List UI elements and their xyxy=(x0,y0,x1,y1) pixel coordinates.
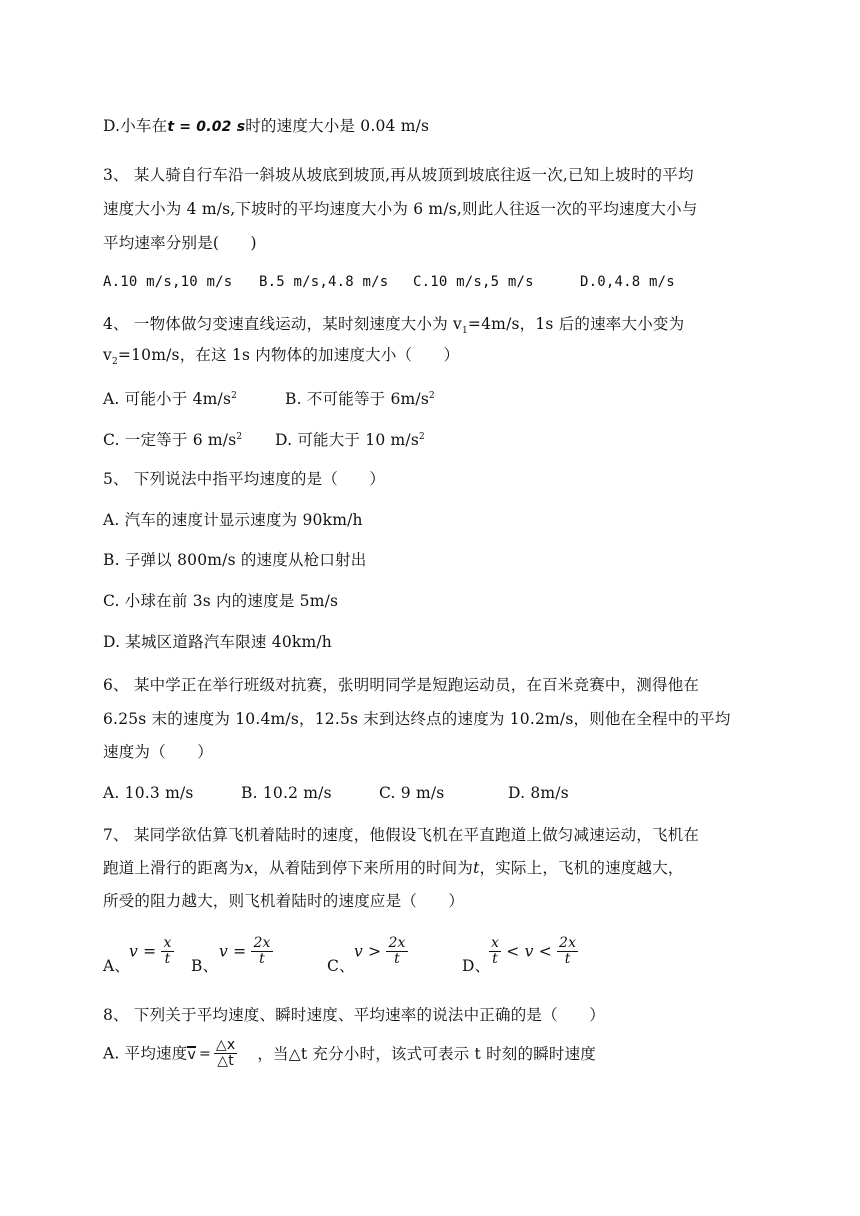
q8-a-prefix: A. 平均速度 xyxy=(103,1044,188,1063)
q7-c-v: v xyxy=(354,942,363,961)
q7-d-left-den: t xyxy=(492,951,498,967)
q4-option-c-sup: 2 xyxy=(236,432,243,442)
q7-option-d-label: D、 xyxy=(462,957,491,975)
q7-var-x: x xyxy=(244,859,254,877)
q7-a-v: v xyxy=(129,942,138,961)
q7-c-gt: > xyxy=(368,942,382,961)
q7-d-fraction-left xyxy=(489,936,501,967)
q7-line2-a: 跑道上滑行的距离为 xyxy=(103,859,245,877)
q7-d-lt1: < xyxy=(506,942,520,961)
q4-option-b xyxy=(285,386,435,409)
q7-c-den: t xyxy=(394,951,400,967)
q4-option-a-text: A. 可能小于 4m/s xyxy=(103,390,232,409)
q5-option-c: C. 小球在前 3s 内的速度是 5m/s xyxy=(103,592,339,610)
q7-option-a-label: A、 xyxy=(103,957,131,975)
q4-line2-b: =10m/s，在这 1s 内物体的加速度大小（ ） xyxy=(117,346,460,364)
q7-option-b-formula xyxy=(219,936,273,967)
q6-option-a: A. 10.3 m/s xyxy=(103,784,194,802)
q8-a-den: △t xyxy=(217,1053,234,1069)
q6-option-c: C. 9 m/s xyxy=(379,784,445,802)
q7-b-v: v xyxy=(219,942,228,961)
q8-a-fraction xyxy=(214,1038,237,1069)
q3-stem-line2: 速度大小为 4 m/s,下坡时的平均速度大小为 6 m/s,则此人往返一次的平均速度大小与 xyxy=(103,200,698,218)
q7-a-num: x xyxy=(163,935,172,951)
q4-v2-subscript: 2 xyxy=(111,357,118,368)
q8-a-suffix: ，当△t 充分小时，该式可表示 t 时刻的瞬时速度 xyxy=(257,1044,597,1063)
q7-d-right-den: t xyxy=(564,951,571,967)
q5-option-a: A. 汽车的速度计显示速度为 90km/h xyxy=(103,511,363,529)
q8-a-formula xyxy=(187,1038,237,1069)
q7-b-eq: = xyxy=(233,942,247,961)
q7-d-right-num: 2x xyxy=(559,935,577,951)
q2-d-formula: t = 0.02 s xyxy=(167,119,246,135)
q7-c-num: 2x xyxy=(388,935,406,951)
q7-option-c-label: C、 xyxy=(327,957,355,975)
q4-line1-a: 4、 一物体做匀变速直线运动，某时刻速度大小为 v xyxy=(103,315,462,333)
q8-a-num: △x xyxy=(215,1037,236,1053)
q4-option-d-text: D. 可能大于 10 m/s xyxy=(275,431,419,450)
q7-option-c-formula xyxy=(354,936,408,967)
q7-d-v: v xyxy=(524,942,534,961)
q7-option-a-formula xyxy=(129,936,174,967)
q7-stem-line3: 所受的阻力越大，则飞机着陆时的速度应是（ ） xyxy=(103,892,465,910)
q4-option-c xyxy=(103,427,242,450)
q4-option-a-sup: 2 xyxy=(231,391,238,401)
q7-stem-line1: 7、 某同学欲估算飞机着陆时的速度，他假设飞机在平直跑道上做匀减速运动，飞机在 xyxy=(103,826,700,844)
q7-c-fraction xyxy=(386,936,407,967)
q4-stem-line2 xyxy=(103,345,459,372)
q3-option-d: D.0,4.8 m/s xyxy=(580,274,675,290)
q4-option-d-sup: 2 xyxy=(418,432,425,442)
q2-option-d xyxy=(103,116,429,137)
q3-option-a: A.10 m/s,10 m/s xyxy=(103,274,233,290)
q7-b-num: 2x xyxy=(253,935,271,951)
q7-var-t: t xyxy=(473,859,480,877)
q6-stem-line1: 6、 某中学正在举行班级对抗赛，张明明同学是短跑运动员，在百米竞赛中，测得他在 xyxy=(103,676,700,694)
q2-d-prefix: D.小车在 xyxy=(103,117,168,135)
q4-option-b-sup: 2 xyxy=(429,391,435,401)
q4-option-c-text: C. 一定等于 6 m/s xyxy=(103,431,237,450)
q8-option-a xyxy=(103,1038,596,1078)
q7-option-d-formula xyxy=(489,936,578,967)
q7-d-fraction-right xyxy=(557,936,578,967)
q7-d-left-num: x xyxy=(491,935,500,951)
q4-line1-b: =4m/s，1s 后的速率大小变为 xyxy=(467,315,685,333)
q5-stem: 5、 下列说法中指平均速度的是（ ） xyxy=(103,470,386,488)
q5-option-b: B. 子弹以 800m/s 的速度从枪口射出 xyxy=(103,551,367,569)
q7-b-fraction xyxy=(251,936,272,967)
q7-d-lt2: < xyxy=(538,942,552,961)
q6-option-d: D. 8m/s xyxy=(508,784,569,802)
q7-line2-b: ，从着陆到停下来所用的时间为 xyxy=(253,859,474,877)
q7-options xyxy=(103,934,703,980)
q6-option-b: B. 10.2 m/s xyxy=(241,784,332,802)
q4-option-a xyxy=(103,386,237,409)
q7-a-eq: = xyxy=(143,942,157,961)
q8-a-eq: = xyxy=(198,1045,211,1062)
q6-stem-line3: 速度为（ ） xyxy=(103,743,213,761)
q8-stem: 8、 下列关于平均速度、瞬时速度、平均速率的说法中正确的是（ ） xyxy=(103,1006,605,1024)
q3-option-c: C.10 m/s,5 m/s xyxy=(413,274,534,290)
q3-stem-line1: 3、 某人骑自行车沿一斜坡从坡底到坡顶,再从坡顶到坡底往返一次,已知上坡时的平均 xyxy=(103,166,694,184)
q6-stem-line2: 6.25s 末的速度为 10.4m/s，12.5s 末到达终点的速度为 10.2m/s，则他在全程中的平均 xyxy=(103,710,731,728)
q7-a-fraction xyxy=(161,936,173,967)
q4-v1-subscript: 1 xyxy=(461,326,468,337)
q7-option-b-label: B、 xyxy=(191,957,219,975)
q3-stem-line3: 平均速率分别是( ) xyxy=(103,234,257,252)
q7-stem-line2 xyxy=(103,858,684,878)
q4-option-b-text: B. 不可能等于 6m/s xyxy=(285,390,430,409)
q8-a-vbar: v xyxy=(187,1046,196,1063)
q5-option-d: D. 某城区道路汽车限速 40km/h xyxy=(103,633,332,651)
q2-d-suffix: 时的速度大小是 0.04 m/s xyxy=(245,117,430,135)
q4-line2-a: v xyxy=(103,346,112,364)
q7-line2-c: ，实际上，飞机的速度越大， xyxy=(479,859,684,877)
q4-stem-line1 xyxy=(103,314,684,341)
q7-a-den: t xyxy=(164,951,171,967)
q4-option-d xyxy=(275,427,425,450)
q3-option-b: B.5 m/s,4.8 m/s xyxy=(259,274,389,290)
q7-b-den: t xyxy=(259,951,265,967)
